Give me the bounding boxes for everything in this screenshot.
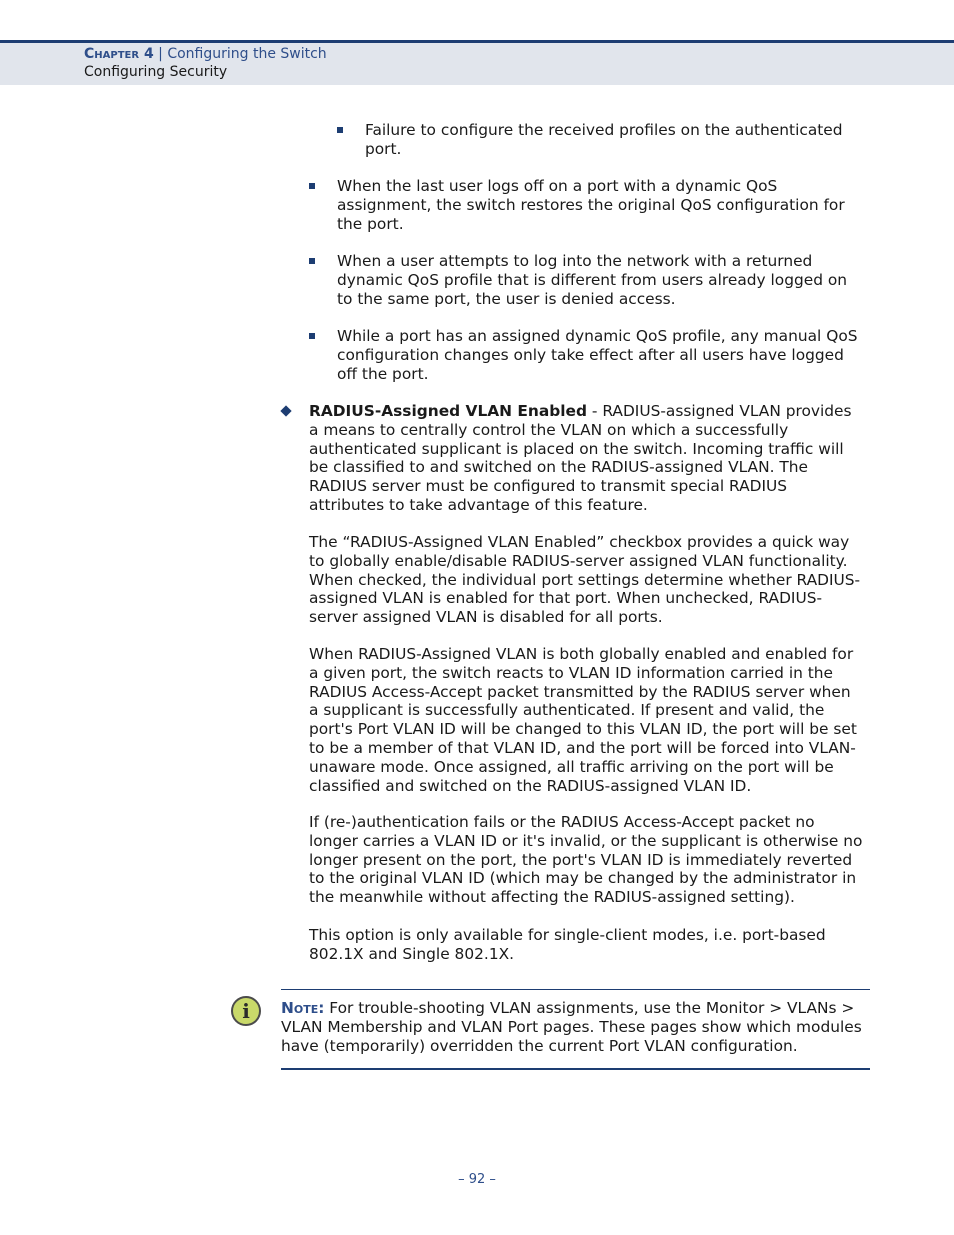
square-bullet-icon xyxy=(309,258,315,264)
radius-vlan-term: RADIUS-Assigned VLAN Enabled xyxy=(309,402,588,420)
chapter-label: Chapter 4 xyxy=(84,46,154,62)
header-separator: | xyxy=(158,46,163,62)
radius-paragraph: When RADIUS-Assigned VLAN is both globally enabled and enabled for a given port, the switch reacts to VLAN ID information carried in the RADIUS Access-Accept packet transmitted by the RADIUS server when a supplicant is successfully authenticated. If present and valid, the port's Port VLAN ID will be changed to this VLAN ID, the port will be set to be a member of that VLAN ID, and the port will be forced into VLAN- unaware mode. Once assigned, all traffic arriving on the port will be classified and switched on the RADIUS-assigned VLAN ID. xyxy=(309,645,857,795)
radius-paragraph: This option is only available for single-client modes, i.e. port-based 802.1X and Single 802.1X. xyxy=(309,926,826,963)
square-bullet-icon xyxy=(309,183,315,189)
square-bullet-icon xyxy=(309,333,315,339)
info-icon: i xyxy=(231,996,261,1026)
radius-paragraph: If (re-)authentication fails or the RADIUS Access-Accept packet no longer carries a VLAN ID or it's invalid, or the supplicant is otherwise no longer present on the port, the port's VLAN ID is immediately reverted to the original VLAN ID (which may be changed by the administrator in the meanwhile without affecting the RADIUS-assigned setting). xyxy=(309,813,863,907)
bullet-item: When the last user logs off on a port with a dynamic QoS assignment, the switch restores the original QoS configuration for the port. xyxy=(337,177,845,233)
sub-bullet-item: Failure to configure the received profiles on the authenticated port. xyxy=(365,121,843,158)
page-number: – 92 – xyxy=(458,1172,496,1187)
section-title: Configuring Security xyxy=(84,64,228,80)
square-bullet-icon xyxy=(337,127,343,133)
bullet-item: While a port has an assigned dynamic QoS profile, any manual QoS configuration changes only take effect after all users have logged off the port. xyxy=(337,327,858,383)
chapter-heading xyxy=(84,45,327,63)
bullet-item: When a user attempts to log into the network with a returned dynamic QoS profile that is different from users already logged on to the same port, the user is denied access. xyxy=(337,252,848,308)
note-top-rule xyxy=(281,989,870,990)
chapter-title: Configuring the Switch xyxy=(167,46,327,62)
note-text: Note: For trouble-shooting VLAN assignments, use the Monitor > VLANs > VLAN Membership and VLAN Port pages. These pages show which modules have (temporarily) overridden the current Port VLAN configuration. xyxy=(281,999,862,1055)
radius-paragraph: The “RADIUS-Assigned VLAN Enabled” checkbox provides a quick way to globally enable/disable RADIUS-server assigned VLAN functionality. When checked, the individual port settings determine whether RADIUS- assigned VLAN is enabled for that port. When unchecked, RADIUS- server assigned VLAN is disabled for all ports. xyxy=(309,533,861,627)
diamond-bullet-icon xyxy=(280,405,291,416)
note-label: Note: xyxy=(281,999,325,1017)
note-bottom-rule xyxy=(281,1068,870,1070)
radius-vlan-description: RADIUS-Assigned VLAN Enabled - RADIUS-assigned VLAN provides a means to centrally control the VLAN on which a successfully authenticated supplicant is placed on the switch. Incoming traffic will be classified to and switched on the RADIUS-assigned VLAN. The RADIUS server must be configured to transmit special RADIUS attributes to take advantage of this feature. xyxy=(309,402,852,514)
